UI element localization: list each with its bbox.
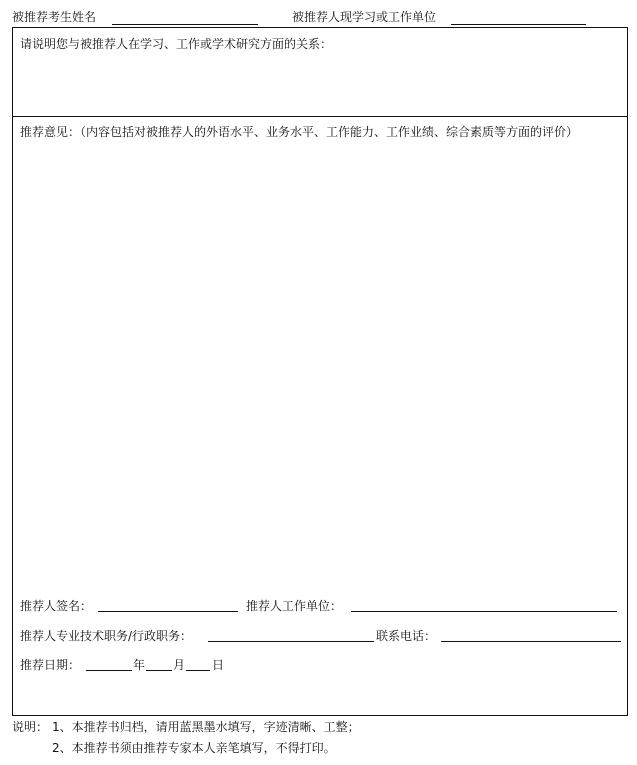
day-field[interactable] (186, 670, 210, 671)
opinion-answer-area[interactable] (13, 142, 627, 587)
work-unit-field[interactable] (351, 611, 617, 612)
title-field[interactable] (208, 641, 374, 642)
note-item-2: 2、本推荐书须由推荐专家本人亲笔填写，不得打印。 (52, 741, 336, 755)
title-label: 推荐人专业技术职务/行政职务： (20, 629, 193, 643)
opinion-prompt: 推荐意见：（内容包括对被推荐人的外语水平、业务水平、工作能力、工作业绩、综合素质等方面的评价） (20, 125, 579, 139)
note-item-1: 1、本推荐书归档，请用蓝黑墨水填写，字迹清晰、工整； (52, 720, 360, 734)
candidate-name-field[interactable] (112, 24, 258, 25)
work-unit-label: 推荐人工作单位： (246, 599, 343, 613)
section-divider (12, 116, 628, 117)
date-label: 推荐日期： (20, 658, 81, 672)
signature-field[interactable] (98, 611, 238, 612)
relation-prompt: 请说明您与被推荐人在学习、工作或学术研究方面的关系： (20, 37, 333, 51)
phone-label: 联系电话： (376, 629, 437, 643)
relation-answer-area[interactable] (13, 52, 627, 114)
day-label: 日 (212, 658, 225, 672)
month-label: 月 (173, 658, 186, 672)
year-label: 年 (133, 658, 146, 672)
candidate-unit-field[interactable] (451, 24, 586, 25)
signature-label: 推荐人签名： (20, 599, 93, 613)
phone-field[interactable] (441, 641, 621, 642)
year-field[interactable] (86, 670, 132, 671)
candidate-name-label: 被推荐考生姓名 (12, 10, 97, 24)
candidate-unit-label: 被推荐人现学习或工作单位 (292, 10, 437, 24)
month-field[interactable] (146, 670, 172, 671)
notes-prefix: 说明： (12, 720, 49, 734)
